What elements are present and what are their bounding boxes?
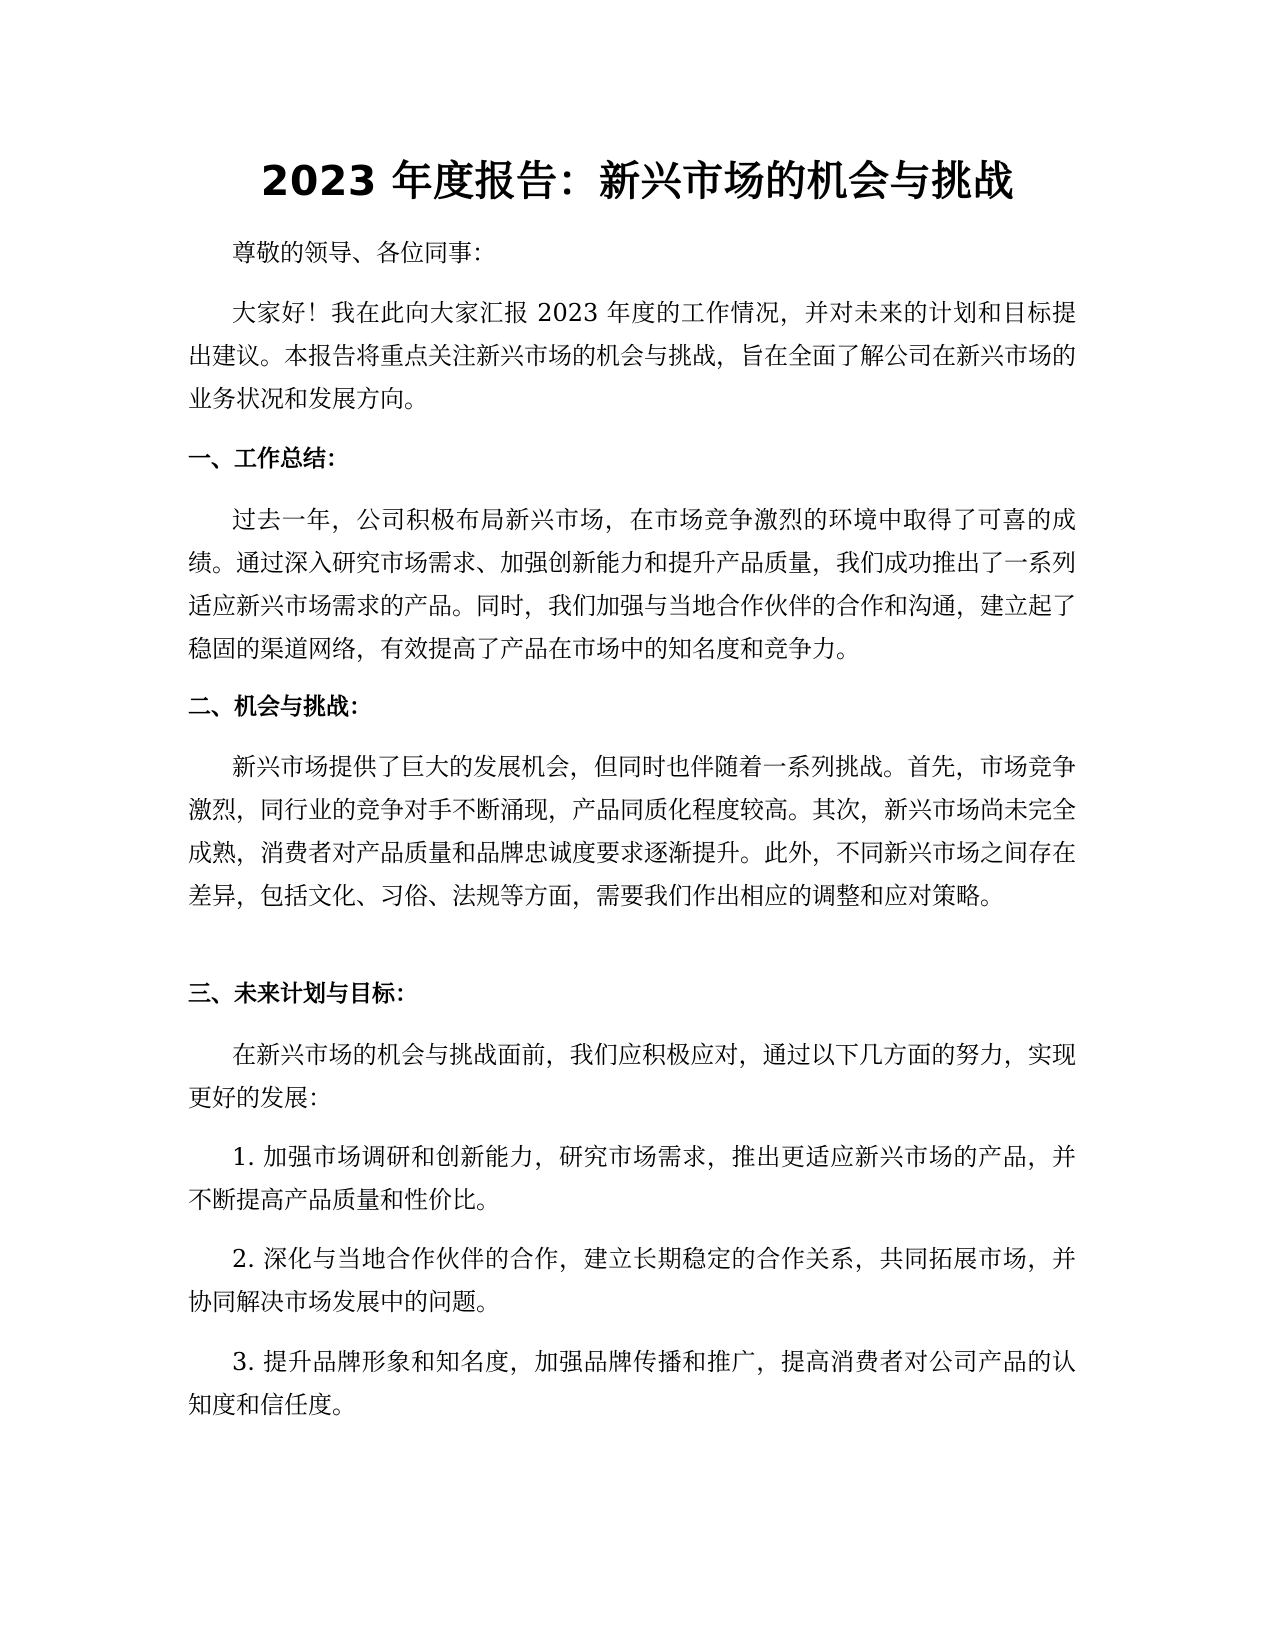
opportunities-challenges-paragraph: 新兴市场提供了巨大的发展机会，但同时也伴随着一系列挑战。首先，市场竞争激烈，同行业的竞争对手不断涌现，产品同质化程度较高。其次，新兴市场尚未完全成熟，消费者对产品质量和品牌忠诚度要求逐渐提升。此外，不同新兴市场之间存在差异，包括文化、习俗、法规等方面，需要我们作出相应的调整和应对策略。: [188, 753, 1076, 910]
section-heading-future-plans: 三、未来计划与目标：: [188, 981, 418, 1007]
work-summary-paragraph: 过去一年，公司积极布局新兴市场，在市场竞争激烈的环境中取得了可喜的成绩。通过深入研究市场需求、加强创新能力和提升产品质量，我们成功推出了一系列适应新兴市场需求的产品。同时，我们加强与当地合作伙伴的合作和沟通，建立起了稳固的渠道网络，有效提高了产品在市场中的知名度和竞争力。: [188, 506, 1076, 663]
document-title: 2023 年度报告：新兴市场的机会与挑战: [260, 157, 1015, 205]
future-plans-intro-paragraph: 在新兴市场的机会与挑战面前，我们应积极应对，通过以下几方面的努力，实现更好的发展：: [188, 1041, 1076, 1112]
greeting-paragraph: 尊敬的领导、各位同事：: [232, 239, 496, 267]
intro-paragraph: 大家好！我在此向大家汇报 2023 年度的工作情况，并对未来的计划和目标提出建议。本报告将重点关注新兴市场的机会与挑战，旨在全面了解公司在新兴市场的业务状况和发展方向。: [188, 299, 1076, 413]
section-heading-work-summary: 一、工作总结：: [188, 446, 349, 472]
plan-item-2: 2. 深化与当地合作伙伴的合作，建立长期稳定的合作关系，共同拓展市场，并协同解决市场发展中的问题。: [188, 1245, 1076, 1316]
plan-item-3: 3. 提升品牌形象和知名度，加强品牌传播和推广，提高消费者对公司产品的认知度和信任度。: [188, 1348, 1076, 1419]
section-heading-opportunities-challenges: 二、机会与挑战：: [188, 694, 372, 720]
plan-item-1: 1. 加强市场调研和创新能力，研究市场需求，推出更适应新兴市场的产品，并不断提高产品质量和性价比。: [188, 1143, 1076, 1214]
